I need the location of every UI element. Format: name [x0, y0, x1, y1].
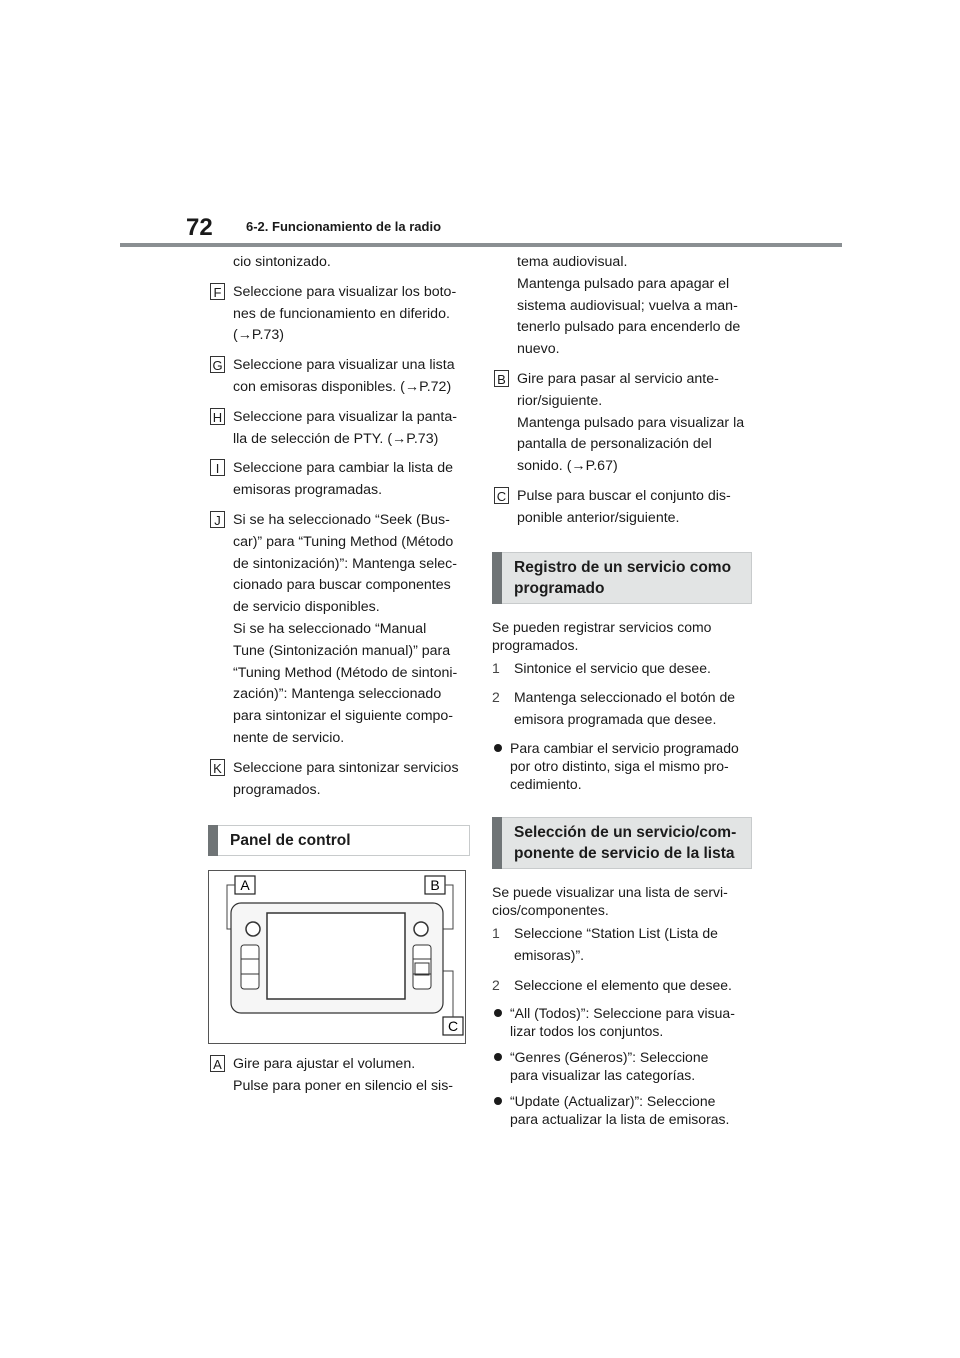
figure-label-b [425, 876, 445, 894]
control-panel-illustration [209, 871, 465, 1043]
letter-label: B [494, 370, 509, 387]
letter-label: I [210, 459, 225, 476]
item-k: K Seleccione para sintonizar servicios programados. [208, 758, 470, 802]
tune-knob-icon [414, 922, 428, 936]
letter-label: A [210, 1055, 225, 1072]
step-item: 2 Seleccione el elemento que desee. [492, 975, 752, 997]
volume-knob-icon [246, 922, 260, 936]
item-c: C Pulse para buscar el conjunto dis- ponible anterior/siguiente. [492, 486, 752, 530]
section-heading-select-list: Selección de un servicio/com- ponente de servicio de la lista [492, 817, 752, 869]
letter-label: C [494, 487, 509, 504]
step-item: 1 Seleccione “Station List (Lista de emisoras)”. [492, 924, 718, 963]
left-column [208, 252, 470, 1106]
bullet-item: Para cambiar el servicio programado por otro distinto, siga el mismo pro- cedimiento. [492, 739, 752, 793]
letter-label: K [210, 759, 225, 776]
item-f: F Seleccione para visualizar los boto- nes de funcionamiento en diferido. (→P.73) [208, 282, 470, 347]
figure-label-b-text: B [430, 877, 440, 894]
letter-label: F [210, 283, 225, 300]
figure-label-a-text: A [240, 877, 250, 894]
bullet-item: “All (Todos)”: Seleccione para visua- lizar todos los conjuntos. [492, 1004, 752, 1040]
item-g: G Seleccione para visualizar una lista con emisoras disponibles. (→P.72) [208, 355, 470, 399]
step-item: 1 Sintonice el servicio que desee. [492, 658, 752, 680]
step-item: 2 Mantenga seleccionado el botón de emisora programada que desee. [492, 689, 736, 728]
right-button-stack [413, 945, 431, 989]
step-number: 2 [492, 689, 500, 706]
chapter-title: 6-2. Funcionamiento de la radio [246, 219, 442, 234]
section-intro: Se puede visualizar una lista de servi- cios/componentes. [492, 883, 728, 918]
continued-text: tema audiovisual. Mantenga pulsado para apagar el sistema audiovisual; vuelva a man- tenerlo pulsado para encenderlo de nuevo. [517, 254, 741, 358]
right-column [492, 252, 752, 1136]
letter-label: G [210, 356, 225, 373]
letter-label: H [210, 408, 225, 425]
item-j: J Si se ha seleccionado “Seek (Bus- car)” para “Tuning Method (Método de sintonización)”: Mantenga selec- cionado para buscar componentes de servicio disponibles. Si se ha seleccionado “Manual Tune (Sintonización manual)” para “Tuning Method (Método de sintoni- zación)”: Mantenga seleccionado para sintonizar el siguiente compo- nente de servicio. [208, 510, 470, 750]
control-panel-figure [208, 870, 466, 1044]
figure-label-c [443, 1017, 463, 1035]
continued-text: cio sintonizado. [233, 254, 331, 270]
left-button-stack [241, 945, 259, 989]
bullet-item: “Update (Actualizar)”: Seleccione para actualizar la lista de emisoras. [492, 1092, 752, 1128]
step-number: 1 [492, 659, 500, 676]
header-rule [120, 243, 842, 247]
step-number: 2 [492, 976, 500, 993]
letter-label: J [210, 511, 225, 528]
item-a: A Gire para ajustar el volumen. Pulse para poner en silencio el sis- [208, 1054, 470, 1098]
figure-label-c-text: C [447, 1018, 459, 1035]
figure-label-a [235, 876, 255, 894]
section-heading-register: Registro de un servicio como programado [492, 552, 752, 604]
head-unit-screen [267, 913, 405, 999]
section-intro: Se pueden registrar servicios como programados. [492, 618, 712, 653]
item-h: H Seleccione para visualizar la panta- lla de selección de PTY. (→P.73) [208, 407, 470, 451]
step-number: 1 [492, 924, 500, 941]
section-heading-panel: Panel de control [208, 825, 470, 856]
item-i: I Seleccione para cambiar la lista de emisoras programadas. [208, 458, 470, 502]
bullet-item: “Genres (Géneros)”: Seleccione para visualizar las categorías. [492, 1048, 752, 1084]
item-b: B Gire para pasar al servicio ante- rior/siguiente. Mantenga pulsado para visualizar la pantalla de personalización del sonido. (→P.67) [492, 369, 752, 478]
page-number: 72 [186, 214, 213, 241]
